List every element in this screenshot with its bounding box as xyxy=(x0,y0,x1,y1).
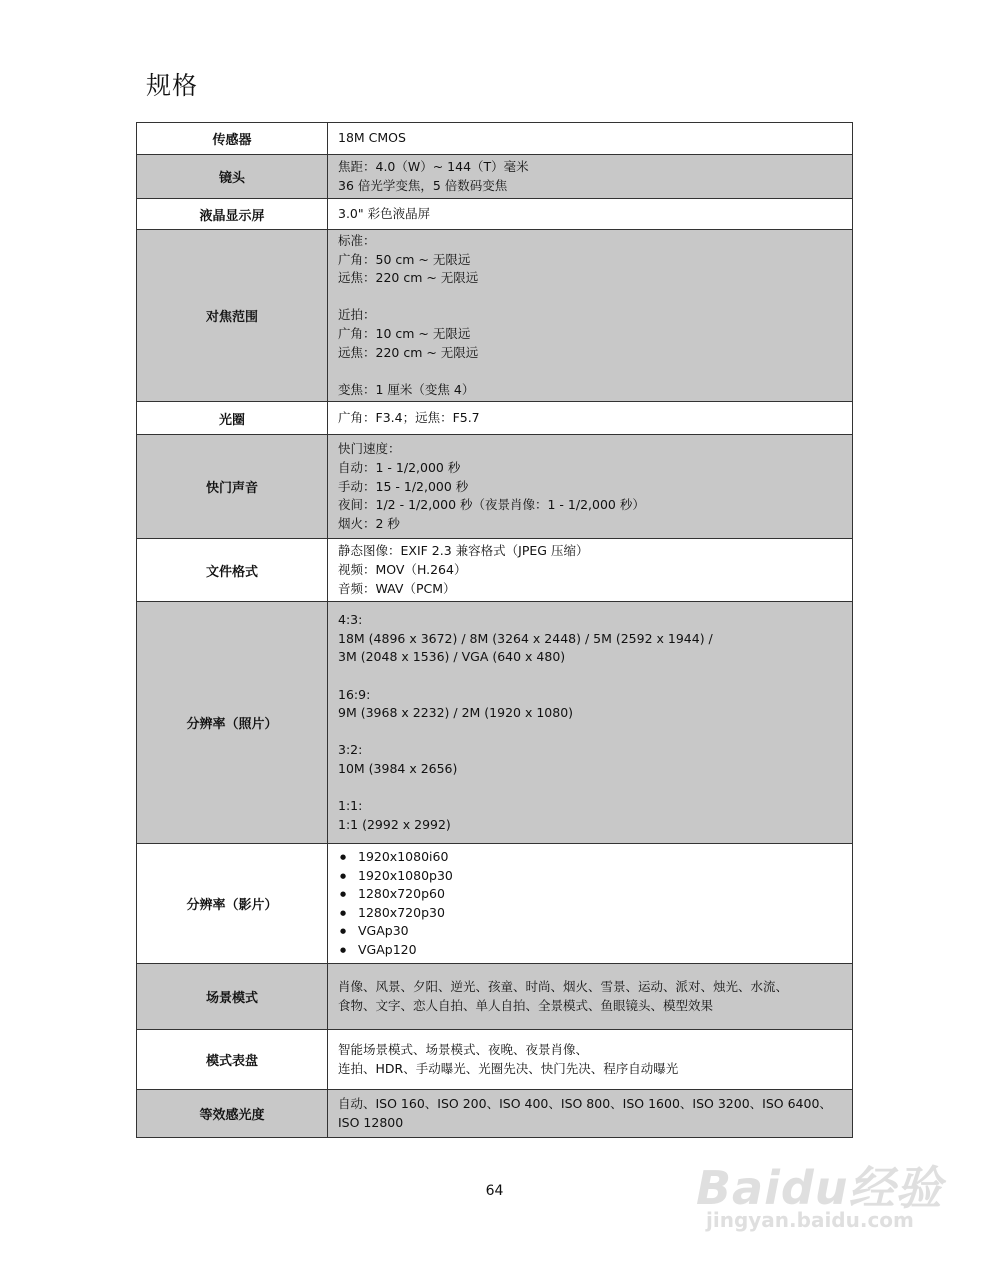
spec-label: 文件格式 xyxy=(137,539,328,602)
baidu-watermark-logo: Baidu经验 xyxy=(696,1161,943,1215)
spec-value xyxy=(328,964,853,1030)
value-line: 标准： xyxy=(338,233,376,248)
value-line: 焦距：4.0（W）~ 144（T）毫米 xyxy=(338,158,529,174)
spec-label: 分辨率（影片） xyxy=(137,844,328,964)
spec-value xyxy=(328,123,853,155)
blank-line xyxy=(338,288,844,307)
spec-row xyxy=(137,1090,853,1138)
spec-label: 对焦范围 xyxy=(137,230,328,402)
value-line: 广角：50 cm ~ 无限远 xyxy=(338,251,471,267)
spec-row xyxy=(137,539,853,602)
spec-value xyxy=(328,1030,853,1090)
value-line: 视频：MOV（H.264） xyxy=(338,562,467,578)
page-number: 64 xyxy=(485,1183,504,1199)
value-line: 近拍： xyxy=(338,307,376,323)
bullet-list xyxy=(338,848,844,960)
spec-row xyxy=(137,844,853,964)
spec-row xyxy=(137,155,853,199)
spec-label: 等效感光度 xyxy=(137,1090,328,1138)
value-line: 3.0" 彩色液晶屏 xyxy=(338,205,431,221)
blank-line xyxy=(338,779,844,798)
spec-table xyxy=(136,122,853,1138)
list-item: ● 1280x720p30 xyxy=(340,904,844,923)
spec-label: 镜头 xyxy=(137,155,328,199)
value-line: 肖像、风景、夕阳、逆光、孩童、时尚、烟火、雪景、运动、派对、烛光、水流、 xyxy=(338,979,789,995)
spec-label: 场景模式 xyxy=(137,964,328,1030)
page-title: 规格 xyxy=(146,71,199,100)
spec-label: 模式表盘 xyxy=(137,1030,328,1090)
spec-row xyxy=(137,602,853,844)
value-line: 静态图像：EXIF 2.3 兼容格式（JPEG 压缩） xyxy=(338,543,589,559)
value-line: 远焦：220 cm ~ 无限远 xyxy=(338,270,479,286)
value-line: 快门速度： xyxy=(338,441,401,457)
value-line: 手动：15 - 1/2,000 秒 xyxy=(338,478,469,494)
value-line: 烟火：2 秒 xyxy=(338,515,400,531)
value-line: 3M (2048 x 1536) / VGA (640 x 480) xyxy=(338,649,566,665)
spec-label: 液晶显示屏 xyxy=(137,199,328,230)
value-line: 自动：1 - 1/2,000 秒 xyxy=(338,459,461,475)
value-line: 食物、文字、恋人自拍、单人自拍、全景模式、鱼眼镜头、模型效果 xyxy=(338,997,714,1013)
value-line: 广角：F3.4；远焦：F5.7 xyxy=(338,410,480,426)
spec-label: 光圈 xyxy=(137,402,328,435)
value-line: 1:1 (2992 x 2992) xyxy=(338,816,451,832)
value-line: 连拍、HDR、手动曝光、光圈先决、快门先决、程序自动曝光 xyxy=(338,1060,679,1076)
list-item: ● VGAp120 xyxy=(340,941,844,960)
value-line: 音频：WAV（PCM） xyxy=(338,580,456,596)
value-line: ISO 12800 xyxy=(338,1114,404,1130)
value-line: 18M (4896 x 3672) / 8M (3264 x 2448) / 5M (2592 x 1944) / xyxy=(338,630,713,646)
spec-value xyxy=(328,435,853,539)
value-line: 3:2: xyxy=(338,742,363,758)
spec-row xyxy=(137,964,853,1030)
value-line: 36 倍光学变焦，5 倍数码变焦 xyxy=(338,177,508,193)
value-line: 变焦：1 厘米（变焦 4） xyxy=(338,381,475,397)
list-item: ● 1280x720p60 xyxy=(340,885,844,904)
spec-row xyxy=(137,435,853,539)
spec-row xyxy=(137,230,853,402)
spec-value xyxy=(328,1090,853,1138)
spec-row xyxy=(137,402,853,435)
value-line: 智能场景模式、场景模式、夜晚、夜景肖像、 xyxy=(338,1042,589,1058)
blank-line xyxy=(338,362,844,381)
blank-line xyxy=(338,667,844,686)
value-line: 16:9: xyxy=(338,686,371,702)
spec-value xyxy=(328,155,853,199)
spec-row xyxy=(137,199,853,230)
spec-value xyxy=(328,230,853,402)
spec-value xyxy=(328,402,853,435)
value-line: 远焦：220 cm ~ 无限远 xyxy=(338,344,479,360)
spec-value xyxy=(328,199,853,230)
list-item: ● 1920x1080i60 xyxy=(340,848,844,867)
value-line: 10M (3984 x 2656) xyxy=(338,761,458,777)
value-line: 夜间：1/2 - 1/2,000 秒（夜景肖像：1 - 1/2,000 秒） xyxy=(338,497,645,513)
spec-value xyxy=(328,602,853,844)
spec-label: 传感器 xyxy=(137,123,328,155)
baidu-watermark-url: jingyan.baidu.com xyxy=(706,1208,914,1232)
value-line: 18M CMOS xyxy=(338,130,406,146)
blank-line xyxy=(338,723,844,742)
list-item: ● 1920x1080p30 xyxy=(340,867,844,886)
spec-label: 快门声音 xyxy=(137,435,328,539)
value-line: 自动、ISO 160、ISO 200、ISO 400、ISO 800、ISO 1600、ISO 3200、ISO 6400、 xyxy=(338,1096,832,1112)
spec-value xyxy=(328,844,853,964)
spec-label: 分辨率（照片） xyxy=(137,602,328,844)
spec-value xyxy=(328,539,853,602)
list-item: ● VGAp30 xyxy=(340,922,844,941)
value-line: 4:3: xyxy=(338,612,363,628)
value-line: 9M (3968 x 2232) / 2M (1920 x 1080) xyxy=(338,705,574,721)
value-line: 广角：10 cm ~ 无限远 xyxy=(338,325,471,341)
spec-row xyxy=(137,1030,853,1090)
spec-row xyxy=(137,123,853,155)
value-line: 1:1: xyxy=(338,798,363,814)
